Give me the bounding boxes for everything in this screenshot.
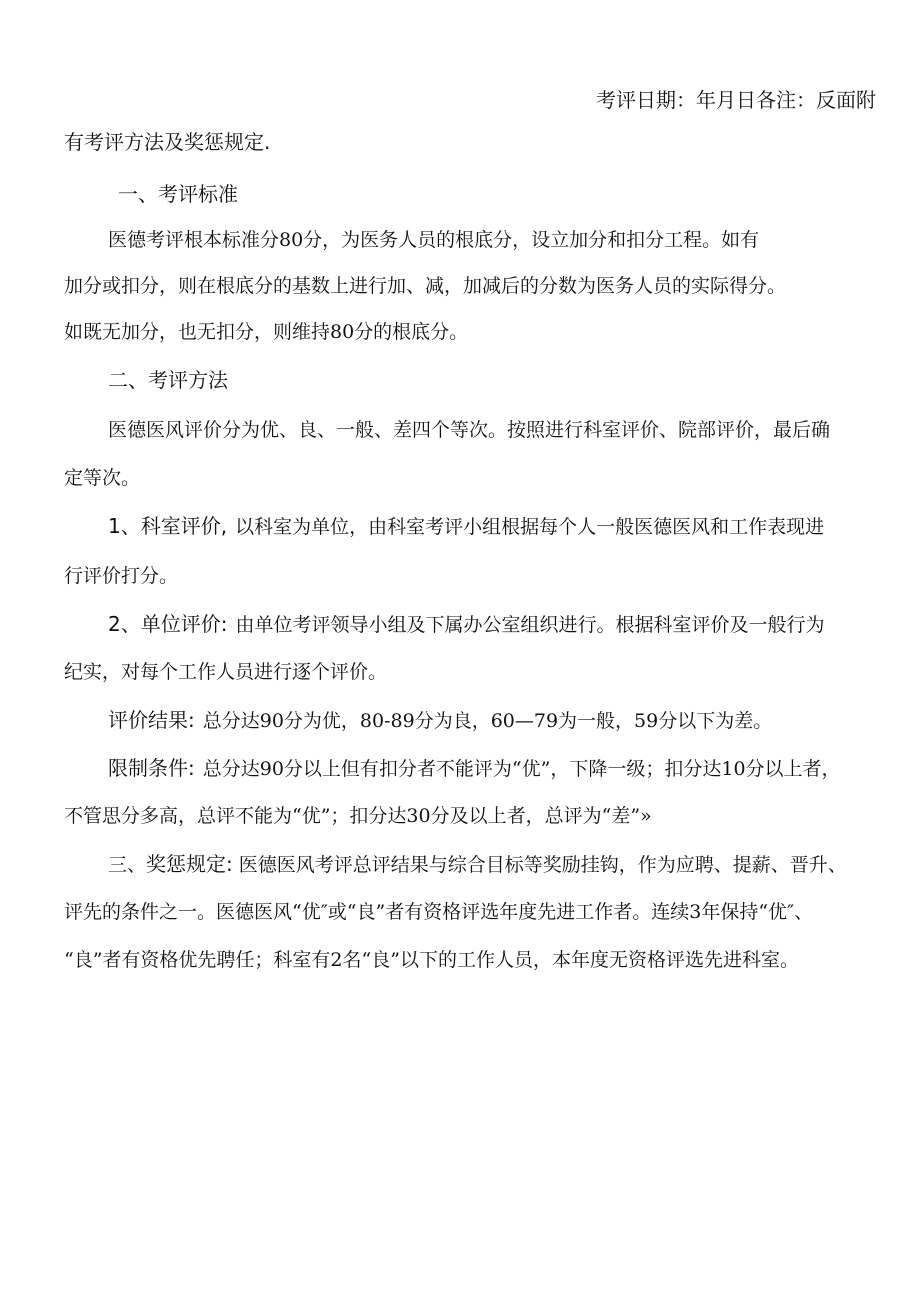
header-line-1: 考评日期：年月日各注：反面附: [596, 88, 876, 112]
limit-line: [108, 756, 841, 781]
header-line-2: 有考评方法及奖惩规定.: [64, 130, 271, 154]
item-1-label: 1、科室评价,: [108, 514, 228, 538]
section-3-cont-line-1: 评先的条件之一。医德医风“优″或“良”者有资格评选年度先进工作者。连续3年保持“优″、: [64, 901, 814, 923]
item-2-line: [108, 612, 824, 637]
result-line: [108, 708, 772, 733]
item-1-cont: 行评价打分。: [64, 565, 179, 587]
item-2-label: 2、单位评价:: [108, 612, 228, 636]
section-1-para-line-3: 如既无加分，也无扣分，则维持80分的根底分。: [64, 321, 469, 343]
limit-label: 限制条件:: [108, 756, 195, 780]
section-3-label: 奖惩规定:: [146, 852, 233, 876]
limit-text: 总分达90分以上但有扣分者不能评为“优”，下降一级；扣分达10分以上者，: [202, 758, 841, 780]
section-1-heading: 一、考评标准: [118, 182, 238, 206]
item-2-cont: 纪实，对每个工作人员进行逐个评价。: [64, 661, 388, 683]
item-2-text: 由单位考评领导小组及下属办公室组织进行。根据科室评价及一般行为: [235, 614, 825, 636]
section-3-text: 医德医风考评总评结果与综合目标等奖励挂钩，作为应聘、提薪、晋升、: [238, 854, 847, 876]
section-1-para-line-1: 医德考评根本标准分80分，为医务人员的根底分，设立加分和扣分工程。如有: [108, 229, 760, 251]
section-3-prefix: 三、: [108, 854, 147, 876]
section-2-intro-line-1: 医德医风评价分为优、良、一般、差四个等次。按照进行科室评价、院部评价，最后确: [108, 419, 831, 441]
result-label: 评价结果:: [108, 708, 195, 732]
result-text: 总分达90分为优，80-89分为良，60—79为一般，59分以下为差。: [202, 710, 773, 732]
section-2-heading: 二、考评方法: [108, 368, 228, 392]
section-2-intro-line-2: 定等次。: [64, 467, 141, 489]
section-1-para-line-2: 加分或扣分，则在根底分的基数上进行加、减，加减后的分数为医务人员的实际得分。: [64, 275, 787, 297]
section-3-cont-line-2: “良”者有资格优先聘任；科室有2名“良”以下的工作人员，本年度无资格评选先进科室。: [64, 949, 799, 971]
limit-cont: 不管思分多高，总评不能为“优”；扣分达30分及以上者，总评为“差”»: [64, 805, 652, 827]
section-3-line: [108, 852, 847, 877]
item-1-line: [108, 514, 824, 539]
item-1-text: 以科室为单位，由科室考评小组根据每个人一般医德医风和工作表现进: [235, 516, 825, 538]
